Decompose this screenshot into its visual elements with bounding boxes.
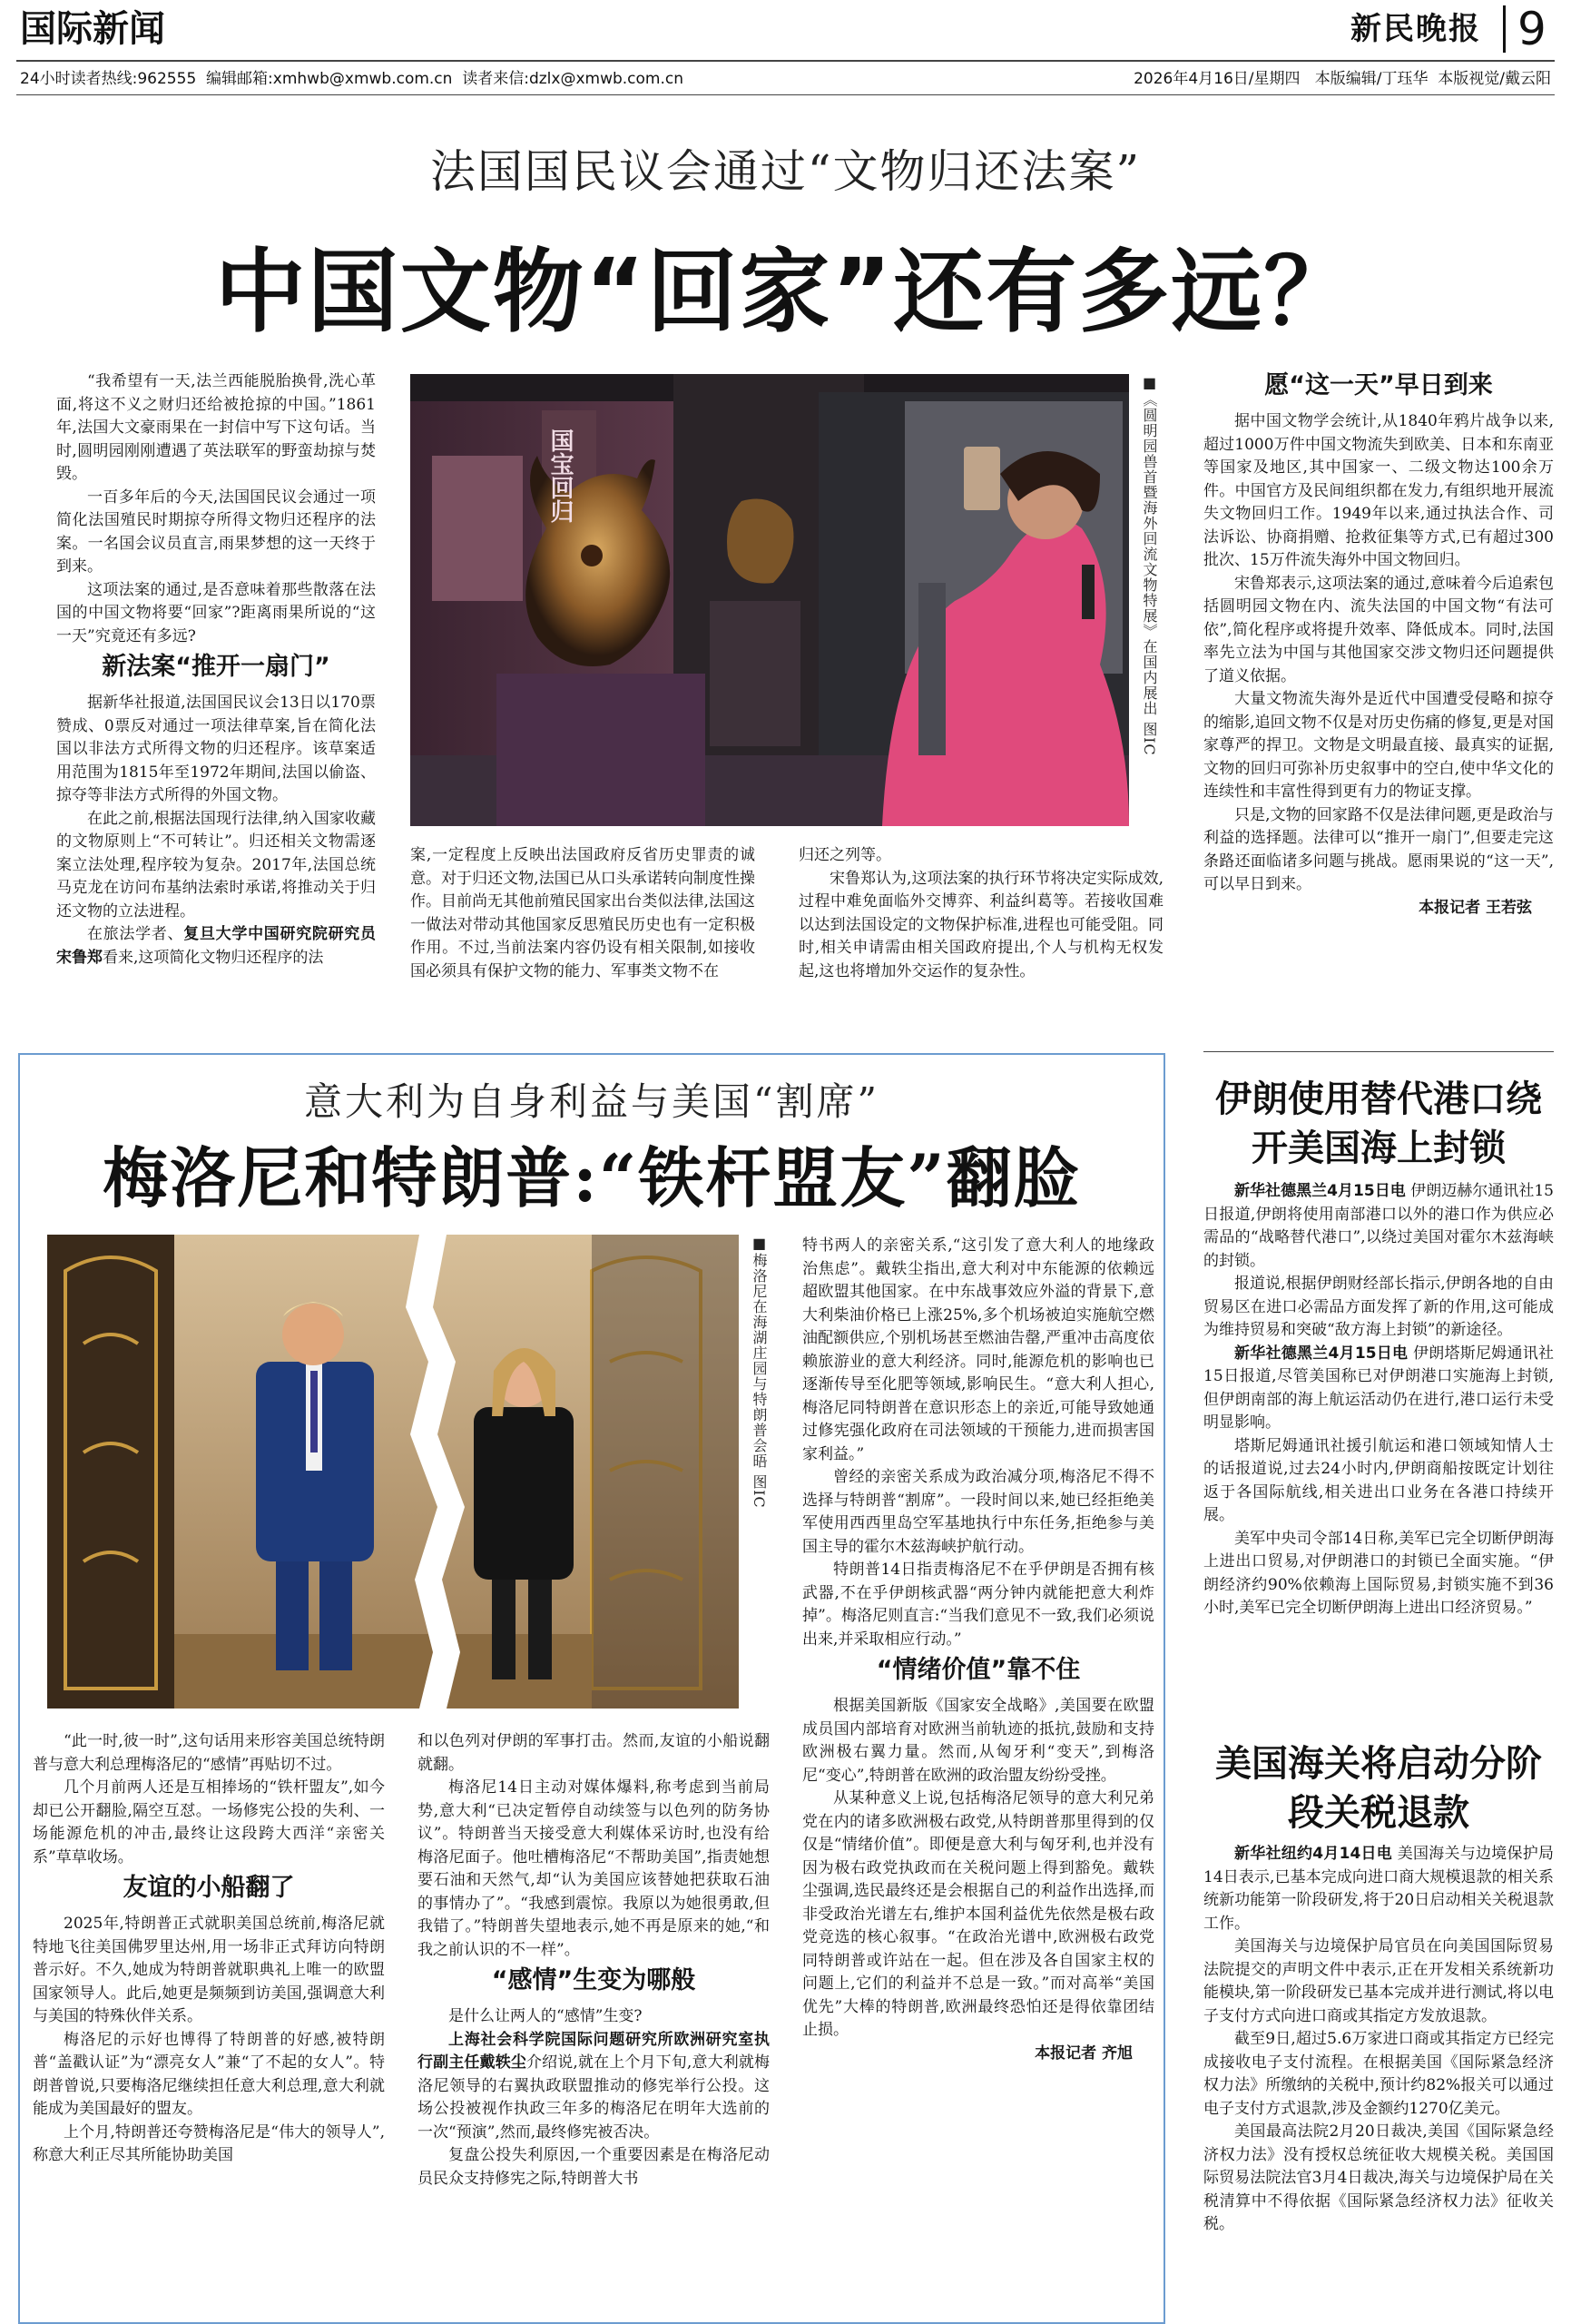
brief2-body bbox=[1203, 1843, 1554, 2237]
story1-intro-p1: “我希望有一天,法兰西能脱胎换骨,洗心革面,将这不义之财归还给被抢掠的中国。”1861年,法国大文豪雨果在一封信中写下这句话。当时,圆明园刚刚遭遇了英法联军的野蛮劫掠与焚毁。 bbox=[56, 372, 376, 483]
story1-col3-p1: 归还之列等。 bbox=[799, 846, 891, 864]
story1-kicker: 法国国民议会通过“文物归还法案” bbox=[429, 145, 1142, 198]
story1-subhead-1: 新法案“推开一扇门” bbox=[102, 653, 330, 681]
section-title: 国际新闻 bbox=[20, 8, 165, 50]
story2-col2-p3: 是什么让两人的“感情”生变? bbox=[448, 2007, 643, 2025]
contact-line: 24小时读者热线:962555 编辑邮箱:xmhwb@xmwb.com.cn 读者来信:dzlx@xmwb.com.cn bbox=[20, 70, 684, 88]
page-divider bbox=[1503, 5, 1506, 53]
story2-col3-p1: 特书两人的亲密关系,“这引发了意大利人的地缘政治焦虑”。戴轶尘指出,意大利对中东能源的依赖远超欧盟其他国家。在中东战事效应外溢的背景下,意大利柴油价格已上涨25%,多个机场被迫实施航空燃油配额供应,个别机场甚至燃油告罄,严重冲击高度依赖旅游业的意大利经济。同时,能源危机的影响也已逐渐传导至化肥等领域,影响民生。“意大利人担心,梅洛尼同特朗普在意识形态上的亲近,可能导致她通过修宪强化政府在司法领域的干预能力,进而损害国家利益。” bbox=[802, 1236, 1154, 1463]
brief2-headline: 美国海关将启动分阶段关税退款 bbox=[1215, 1743, 1542, 1834]
brief1-p3: 新华社德黑兰4月15日电 伊朗塔斯尼姆通讯社15日报道,尽管美国称已对伊朗港口实施海上封锁,但伊朗南部的海上航运活动仍在进行,港口运行未受明显影响。 bbox=[1203, 1344, 1554, 1432]
story1-photo-exhibition bbox=[410, 374, 1129, 826]
story1-body-p1: 据新华社报道,法国国民议会13日以170票赞成、0票反对通过一项法律草案,旨在简化法国以非法方式所得文物的归还程序。该草案适用范围为1815年至1972年期间,法国以偷盗、掠夺等非法方式所得的外国文物。 bbox=[56, 694, 376, 804]
story2-col1-p3: 2025年,特朗普正式就职美国总统前,梅洛尼就特地飞往美国佛罗里达州,用一场非正式拜访向特朗普示好。不久,她成为特朗普就职典礼上唯一的欧盟国家领导人。此后,她更是频频到访美国,强调意大利与美国的特殊伙伴关系。 bbox=[33, 1915, 385, 2025]
story2-column-2 bbox=[417, 1730, 770, 2191]
masthead-rule bbox=[16, 60, 1555, 62]
story1-column-4 bbox=[1203, 370, 1554, 920]
brief1-headline: 伊朗使用替代港口绕开美国海上封锁 bbox=[1215, 1078, 1542, 1169]
story2-col2-p5: 复盘公投失利原因,一个重要因素是在梅洛尼动员民众支持修宪之际,特朗普大书 bbox=[417, 2146, 770, 2188]
story2-col1-p5: 上个月,特朗普还夸赞梅洛尼是“伟大的领导人”,称意大利正尽其所能协助美国 bbox=[33, 2122, 385, 2164]
expert-name-dai: 上海社会科学院国际问题研究所欧洲研究室执行副主任戴轶尘 bbox=[417, 2030, 770, 2072]
story2-col2-p1: 和以色列对伊朗的军事打击。然而,友谊的小船说翻就翻。 bbox=[417, 1732, 770, 1774]
story2-subhead-2: “感情”生变为哪般 bbox=[491, 1966, 696, 1994]
contact-rule bbox=[16, 94, 1555, 95]
story1-column-3 bbox=[799, 844, 1164, 983]
story1-column-2 bbox=[410, 844, 755, 983]
date-line: 2026年4月16日/星期四 本版编辑/丁珏华 本版视觉/戴云阳 bbox=[1134, 70, 1551, 88]
story1-body-p2: 在此之前,根据法国现行法律,纳入国家收藏的文物原则上“不可转让”。归还相关文物需逐案立法处理,程序较为复杂。2017年,法国总统马克龙在访问布基纳法索时承诺,将推动关于归还文物的立法进程。 bbox=[56, 809, 376, 921]
story1-col4-p1: 据中国文物学会统计,从1840年鸦片战争以来,超过1000万件中国文物流失到欧美、日本和东南亚等国家及地区,其中国家一、二级文物达100余万件。中国官方及民间组织都在发力,有组织地开展流失文物回归工作。1949年以来,通过执法合作、司法诉讼、协商捐赠、抢救征集等方式,已有超过300批次、15万件流失海外中国文物回归。 bbox=[1203, 412, 1554, 569]
story1-intro-p3: 这项法案的通过,是否意味着那些散落在法国的中国文物将要“回家”?距离雨果所说的“这一天”究竟还有多远? bbox=[56, 580, 376, 645]
story2-column-3 bbox=[802, 1235, 1154, 2065]
meeting-photo-art bbox=[47, 1235, 739, 1709]
story2-col3-p3: 特朗普14日指责梅洛尼不在乎伊朗是否拥有核武器,不在乎伊朗核武器“两分钟内就能把意大利炸掉”。梅洛尼则直言:“当我们意见不一致,我们必须说出来,并采取相应行动。” bbox=[802, 1561, 1154, 1649]
story1-subhead-2: 愿“这一天”早日到来 bbox=[1264, 371, 1493, 399]
exhibition-wall-sign: 国宝回归 bbox=[546, 428, 574, 523]
story1-photo-caption: ■《圆明园兽首暨海外回流文物特展》在国内展出 图IC bbox=[1141, 374, 1158, 756]
story1-col3-p2: 宋鲁郑认为,这项法案的执行环节将决定实际成效,过程中难免面临外交博弈、利益纠葛等。若接收国难以达到法国设定的文物保护标准,进程也可能受阻。同时,相关申请需由相关国政府提出,个人与机构无权发起,这也将增加外交运作的复杂性。 bbox=[799, 869, 1164, 980]
story2-col3-p2: 曾经的亲密关系成为政治减分项,梅洛尼不得不选择与特朗普“割席”。一段时间以来,她已经拒绝美军使用西西里岛空军基地执行中东任务,拒绝参与美国主导的霍尔木兹海峡护航行动。 bbox=[802, 1468, 1154, 1556]
section-rule bbox=[1203, 1051, 1554, 1052]
story2-intro-p1: “此一时,彼一时”,这句话用来形容美国总统特朗普与意大利总理梅洛尼的“感情”再贴切不过。 bbox=[33, 1732, 385, 1774]
story2-subhead-3: “情绪价值”靠不住 bbox=[876, 1656, 1081, 1684]
story2-col1-p4: 梅洛尼的示好也博得了特朗普的好感,被特朗普“盖戳认证”为“漂亮女人”兼“了不起的女人”。特朗普曾说,只要梅洛尼继续担任意大利总理,意大利就能成为美国最好的盟友。 bbox=[33, 2030, 385, 2118]
story1-col4-p4: 只是,文物的回家路不仅是法律问题,更是政治与利益的选择题。法律可以“推开一扇门”,但要走完这条路还面临诸多问题与挑战。愿雨果说的“这一天”,可以早日到来。 bbox=[1203, 805, 1554, 893]
story1-col2-text: 案,一定程度上反映出法国政府反省历史罪责的诚意。对于归还文物,法国已从口头承诺转向制度性操作。目前尚无其他前殖民国家出台类似法律,法国这一做法对带动其他国家反思殖民历史也有一定积极作用。不过,当前法案内容仍设有相关限制,如接收国必须具有保护文物的能力、军事类文物不在 bbox=[410, 846, 755, 980]
brief1-p1: 新华社德黑兰4月15日电 伊朗迈赫尔通讯社15日报道,伊朗将使用南部港口以外的港口作为供应必需品的“战略替代港口”,以绕过美国对霍尔木兹海峡的封锁。 bbox=[1203, 1182, 1554, 1270]
expert-name-song: 复旦大学中国研究院研究员宋鲁郑 bbox=[56, 925, 377, 967]
story2-headline: 梅洛尼和特朗普:“铁杆盟友”翻脸 bbox=[103, 1139, 1081, 1216]
story2-col3-p4: 根据美国新版《国家安全战略》,美国要在欧盟成员国内部培育对欧洲当前轨迹的抵抗,鼓励和支持欧洲极右翼力量。然而,从匈牙利“变天”,到梅洛尼“变心”,特朗普在欧洲的政治盟友纷纷受挫。 bbox=[802, 1697, 1154, 1785]
story1-intro-p2: 一百多年后的今天,法国国民议会通过一项简化法国殖民时期掠夺所得文物归还程序的法案。一名国会议员直言,雨果梦想的这一天终于到来。 bbox=[56, 487, 376, 576]
brief2-p4: 美国最高法院2月20日裁决,美国《国际紧急经济权力法》没有授权总统征收大规模关税。美国国际贸易法院法官3月4日裁决,海关与边境保护局在关税清算中不得依据《国际紧急经济权力法》征收关税。 bbox=[1203, 2122, 1554, 2233]
story2-subhead-1: 友谊的小船翻了 bbox=[123, 1874, 295, 1902]
brief2-p1: 新华社纽约4月14日电 美国海关与边境保护局14日表示,已基本完成向进口商大规模退款的相关系统新功能第一阶段研发,将于20日启动相关关税退款工作。 bbox=[1203, 1845, 1554, 1933]
story2-col2-p2: 梅洛尼14日主动对媒体爆料,称考虑到当前局势,意大利“已决定暂停自动续签与以色列的防务协议”。特朗普当天接受意大利媒体采访时,也没有给梅洛尼面子。他吐槽梅洛尼“不帮助美国”,指责她想要石油和天然气,却“认为美国应该替她把获取石油的事情办了”。“我感到震惊。我原以为她很勇敢,但我错了。”特朗普失望地表示,她不再是原来的她,“和我之前认识的不一样”。 bbox=[417, 1778, 771, 1959]
story2-col2-p4: 上海社会科学院国际问题研究所欧洲研究室执行副主任戴轶尘介绍说,就在上个月下旬,意大利就梅洛尼领导的右翼执政联盟推动的修宪举行公投。这场公投被视作执政三年多的梅洛尼在明年大选前的一次“预演”,然而,最终修宪被否决。 bbox=[417, 2030, 771, 2142]
paper-name: 新民晚报 bbox=[1350, 11, 1481, 47]
story2-photo-caption: ■梅洛尼在海湖庄园与特朗普会晤 图IC bbox=[751, 1235, 768, 1509]
story1-headline: 中国文物“回家”还有多远？ bbox=[214, 239, 1357, 345]
brief1-p2: 报道说,根据伊朗财经部长指示,伊朗各地的自由贸易区在进口必需品方面发挥了新的作用,这可能成为维持贸易和突破“敌方海上封锁”的新途径。 bbox=[1203, 1275, 1554, 1339]
story2-kicker: 意大利为自身利益与美国“割席” bbox=[304, 1079, 879, 1124]
story1-column-1 bbox=[56, 370, 376, 970]
story1-byline: 本报记者 王若弦 bbox=[1419, 898, 1532, 917]
brief1-p4: 塔斯尼姆通讯社援引航运和港口领域知情人士的话报道说,过去24小时内,伊朗商船按既定计划往返于各国际航线,相关进出口业务在各港口持续开展。 bbox=[1203, 1436, 1554, 1524]
story2-col3-p5: 从某种意义上说,包括梅洛尼领导的意大利兄弟党在内的诸多欧洲极右政党,从特朗普那里得到的仅仅是“情绪价值”。即便是意大利与匈牙利,也并没有因为极右政党执政而在关税问题上得到豁免。戴轶尘强调,选民最终还是会根据自己的利益作出选择,而非受政治光谱左右,维护本国利益优先依然是极右政党竞选的核心叙事。“在政治光谱中,欧洲极右政党同特朗普或许站在一起。但在涉及各自国家主权的问题上,它们的利益并不总是一致。”而对高举“美国优先”大棒的特朗普,欧洲最终恐怕还是得依靠团结止损。 bbox=[802, 1789, 1154, 2039]
exhibition-photo-art bbox=[410, 374, 1129, 826]
story2-column-1 bbox=[33, 1730, 385, 2168]
story2-byline: 本报记者 齐旭 bbox=[1035, 2043, 1133, 2063]
brief1-body bbox=[1203, 1180, 1554, 1620]
story2-photo-meeting bbox=[47, 1235, 739, 1709]
brief1-p5: 美军中央司令部14日称,美军已完全切断伊朗海上进出口贸易,对伊朗港口的封锁已全面实施。“伊朗经济约90%依赖海上国际贸易,封锁实施不到36小时,美军已完全切断伊朗海上进出口经济贸易。” bbox=[1203, 1529, 1554, 1617]
story1-col4-p2: 宋鲁郑表示,这项法案的通过,意味着今后追索包括圆明园文物在内、流失法国的中国文物“有法可依”,简化程序或将提升效率、降低成本。同时,法国率先立法为中国与其他国家交涉文物归还问题提供了道义依据。 bbox=[1203, 574, 1554, 685]
brief2-p2: 美国海关与边境保护局官员在向美国国际贸易法院提交的声明文件中表示,正在开发相关系统新功能模块,第一阶段研发已基本完成并进行测试,将以电子支付方式向进口商或其指定方发放退款。 bbox=[1203, 1937, 1554, 2025]
brief2-p3: 截至9日,超过5.6万家进口商或其指定方已经完成接收电子支付流程。在根据美国《国际紧急经济权力法》所缴纳的关税中,预计约82%报关可以通过电子支付方式退款,涉及金额约1270亿美元。 bbox=[1203, 2030, 1554, 2118]
story1-body-p3: 在旅法学者、复旦大学中国研究院研究员宋鲁郑看来,这项简化文物归还程序的法 bbox=[56, 925, 377, 967]
story1-col4-p3: 大量文物流失海外是近代中国遭受侵略和掠夺的缩影,追回文物不仅是对历史伤痛的修复,更是对国家尊严的捍卫。文物是文明最直接、最真实的证据,文物的回归可弥补历史叙事中的空白,使中华文化的连续性和丰富性得到更有力的物证支撑。 bbox=[1203, 690, 1554, 801]
story2-intro-p2: 几个月前两人还是互相捧场的“铁杆盟友”,如今却已公开翻脸,隔空互怼。一场修宪公投的失利、一场能源危机的冲击,最终让这段跨大西洋“亲密关系”草草收场。 bbox=[33, 1778, 385, 1866]
page-number: 9 bbox=[1517, 3, 1546, 55]
